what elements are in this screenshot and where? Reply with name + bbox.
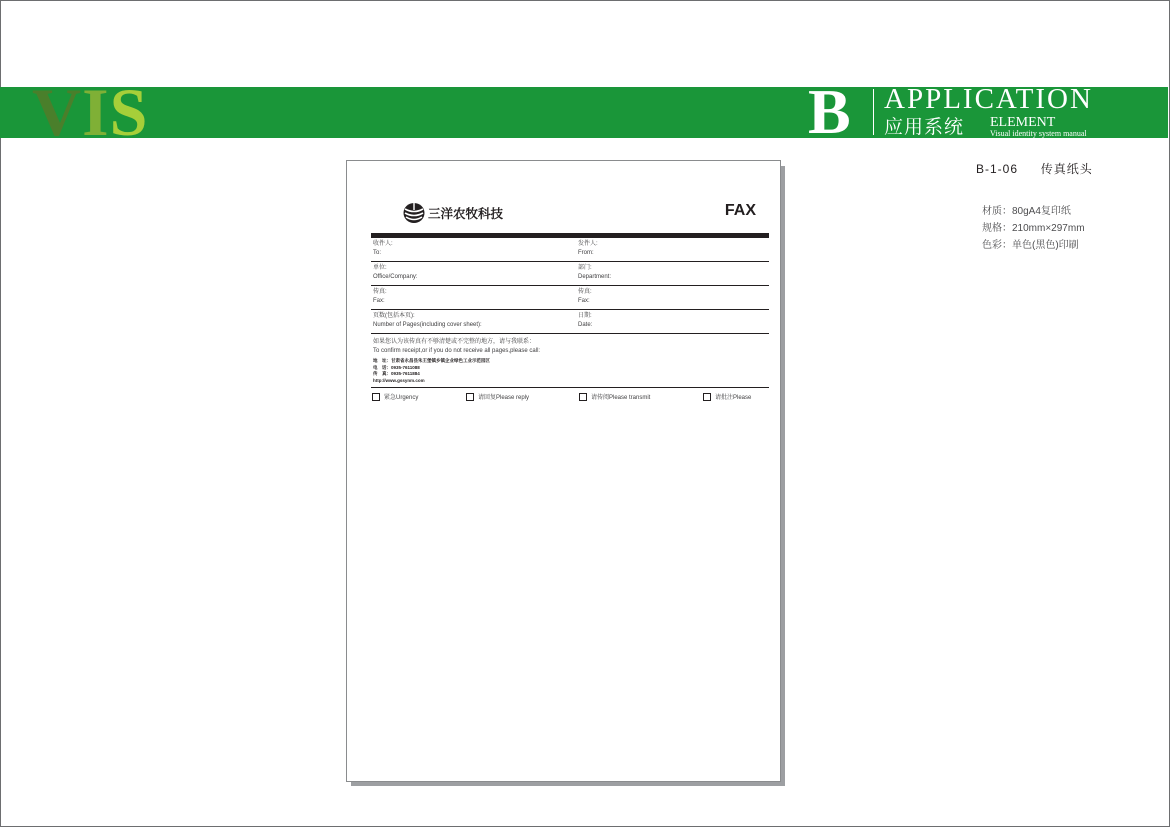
field-date bbox=[578, 312, 592, 330]
check-annotate[interactable] bbox=[703, 392, 751, 401]
spec-size: 规格：210mm×297mm bbox=[982, 223, 1085, 234]
check-annotate-label: 请批注Please bbox=[715, 395, 752, 401]
check-urgency[interactable] bbox=[372, 392, 418, 401]
checkbox-icon[interactable] bbox=[579, 393, 587, 401]
field-date-label-en: Date: bbox=[578, 322, 593, 328]
check-transmit[interactable] bbox=[579, 392, 650, 401]
contact-address: 地 址：甘肃省永昌县朱王堡镇乡镇企业绿色工业示范园区 bbox=[373, 358, 490, 363]
fax-sheet bbox=[346, 160, 781, 782]
company-logo-icon bbox=[403, 202, 425, 224]
field-department-label-cn: 部门: bbox=[578, 265, 592, 271]
section-subtitle-small: Visual identity system manual bbox=[990, 129, 1087, 138]
field-fax-from-label-en: Fax: bbox=[578, 298, 590, 304]
contact-website: http://www.gssynm.com bbox=[373, 377, 425, 383]
company-logo bbox=[403, 201, 503, 225]
field-to-label-cn: 收件人: bbox=[373, 241, 393, 247]
check-reply-label: 请回复Please reply bbox=[478, 395, 530, 401]
spec-color: 色彩：单色(黑色)印刷 bbox=[982, 240, 1079, 251]
contact-block bbox=[373, 358, 490, 384]
check-urgency-label: 紧急Urgency bbox=[384, 395, 419, 401]
field-department bbox=[578, 264, 611, 282]
confirm-notice-cn: 如果您认为该传真有不够清楚或不完整的地方，请与我联系： bbox=[373, 339, 536, 345]
field-company-label-en: Office/Company: bbox=[373, 274, 418, 280]
field-fax-to-label-en: Fax: bbox=[373, 298, 385, 304]
checkbox-icon[interactable] bbox=[466, 393, 474, 401]
confirm-notice bbox=[373, 338, 540, 356]
section-title: APPLICATION bbox=[884, 83, 1093, 115]
field-company bbox=[373, 264, 418, 282]
fax-title: FAX bbox=[724, 202, 756, 219]
header-divider bbox=[873, 89, 874, 135]
row-divider bbox=[371, 333, 769, 334]
field-from bbox=[578, 240, 598, 258]
spec-list bbox=[982, 203, 1085, 254]
vis-logo bbox=[32, 74, 149, 150]
check-reply[interactable] bbox=[466, 392, 529, 401]
checkbox-divider bbox=[371, 387, 769, 388]
vis-letter-v: V bbox=[32, 74, 83, 150]
field-pages-label-cn: 页数(包括本页): bbox=[373, 313, 415, 319]
spec-material: 材质：80gA4复印纸 bbox=[982, 206, 1071, 217]
check-transmit-label: 请传阅Please transmit bbox=[591, 395, 651, 401]
contact-phone: 电 话：0935-7611088 bbox=[373, 364, 420, 370]
section-letter: B bbox=[808, 76, 851, 147]
field-fax-to-label-cn: 传真: bbox=[373, 289, 387, 295]
fax-row-fax bbox=[371, 286, 769, 310]
vis-letter-i: I bbox=[82, 74, 110, 150]
vis-letter-s: S bbox=[109, 74, 149, 150]
company-name: 三洋农牧科技 bbox=[428, 206, 504, 221]
field-from-label-cn: 发件人: bbox=[578, 241, 598, 247]
field-date-label-cn: 日期: bbox=[578, 313, 592, 319]
field-to bbox=[373, 240, 393, 258]
field-to-label-en: To: bbox=[373, 250, 382, 256]
confirm-notice-en: To confirm receipt,or if you do not receive all pages,please call: bbox=[373, 348, 541, 354]
field-department-label-en: Department: bbox=[578, 274, 612, 280]
checkbox-icon[interactable] bbox=[703, 393, 711, 401]
field-fax-to bbox=[373, 288, 387, 306]
field-pages bbox=[373, 312, 482, 330]
section-subtitle-en: ELEMENT bbox=[990, 115, 1056, 130]
section-subtitle-cn: 应用系统 bbox=[884, 116, 965, 138]
field-pages-label-en: Number of Pages(including cover sheet): bbox=[373, 322, 482, 328]
field-fax-from bbox=[578, 288, 592, 306]
contact-fax: 传 真：0935-7611884 bbox=[373, 371, 420, 376]
spec-name: 传真纸头 bbox=[1040, 162, 1093, 176]
field-company-label-cn: 单位: bbox=[373, 265, 387, 271]
spec-heading bbox=[976, 161, 1093, 177]
fax-row-pages bbox=[371, 310, 769, 334]
field-from-label-en: From: bbox=[578, 250, 594, 256]
fax-row-company bbox=[371, 262, 769, 286]
checkbox-icon[interactable] bbox=[372, 393, 380, 401]
fax-row-recipient bbox=[371, 238, 769, 262]
field-fax-from-label-cn: 传真: bbox=[578, 289, 592, 295]
spec-code: B-1-06 bbox=[976, 162, 1019, 176]
